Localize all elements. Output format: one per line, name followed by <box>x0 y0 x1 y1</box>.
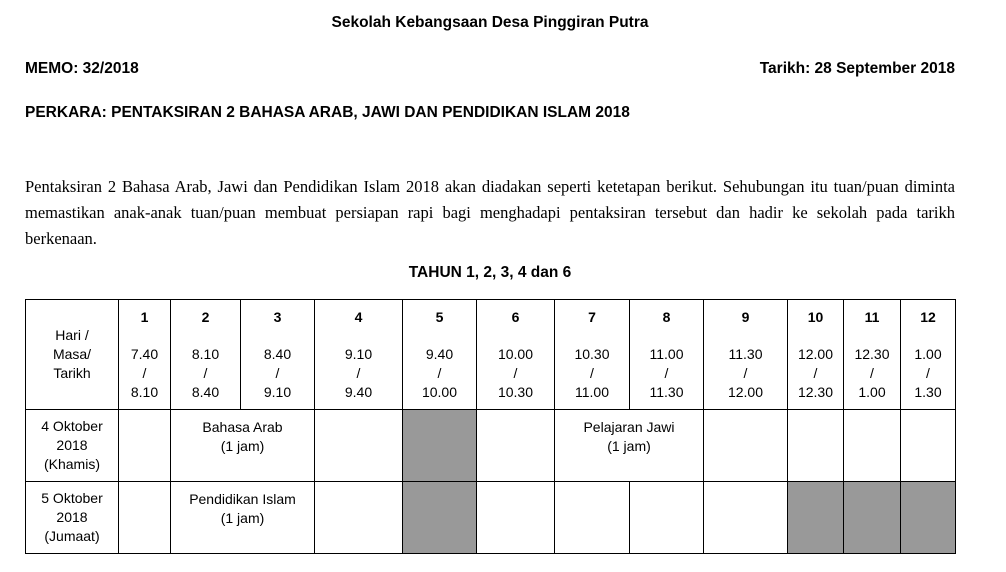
slot-number: 1 <box>140 309 149 325</box>
day-year: 2018 <box>56 509 88 525</box>
empty-cell <box>477 410 555 482</box>
slot-number: 10 <box>807 309 824 325</box>
slot-end: 11.30 <box>649 384 684 400</box>
slot-1-cell <box>119 300 171 410</box>
slot-sep: / <box>275 365 280 381</box>
slot-number: 2 <box>201 309 210 325</box>
header-label-line: Hari / <box>55 327 89 343</box>
subject-duration: (1 jam) <box>220 438 265 454</box>
slot-start: 12.00 <box>797 346 834 362</box>
shaded-cell <box>901 482 956 554</box>
slot-end: 9.10 <box>263 384 292 400</box>
slot-end: 1.00 <box>858 384 886 400</box>
day-year: 2018 <box>56 437 88 453</box>
shaded-cell <box>403 410 477 482</box>
slot-start: 11.30 <box>728 346 763 362</box>
slot-sep: / <box>813 365 818 381</box>
slot-3-cell <box>241 300 315 410</box>
slot-start: 9.40 <box>425 346 454 362</box>
slot-start: 10.30 <box>574 346 610 362</box>
empty-cell <box>704 482 788 554</box>
slot-10-cell <box>788 300 844 410</box>
empty-cell <box>315 482 403 554</box>
subject-name: Bahasa Arab <box>202 419 283 435</box>
slot-number: 11 <box>864 309 880 325</box>
subject-cell <box>555 410 704 482</box>
subject-cell <box>171 410 315 482</box>
slot-start: 8.40 <box>263 346 292 362</box>
slot-number: 7 <box>588 309 596 325</box>
header-label-line: Tarikh <box>53 365 91 381</box>
slot-sep: / <box>356 365 361 381</box>
empty-cell <box>555 482 630 554</box>
slot-sep: / <box>142 365 147 381</box>
slot-sep: / <box>513 365 518 381</box>
empty-cell <box>788 410 844 482</box>
empty-cell <box>119 482 171 554</box>
slot-12-cell <box>901 300 956 410</box>
empty-cell <box>844 410 901 482</box>
memo-number: MEMO: 32/2018 <box>25 60 139 77</box>
slot-end: 8.40 <box>191 384 220 400</box>
slot-end: 10.30 <box>497 384 534 400</box>
slot-9-cell <box>704 300 788 410</box>
header-label-cell <box>26 300 119 410</box>
day-date: 4 Oktober <box>41 418 103 434</box>
empty-cell <box>315 410 403 482</box>
slot-7-cell <box>555 300 630 410</box>
shaded-cell <box>788 482 844 554</box>
slot-sep: / <box>590 365 594 381</box>
header-label-line: Masa/ <box>52 346 92 362</box>
slot-11-cell <box>844 300 901 410</box>
day-row-friday <box>26 482 956 554</box>
slot-start: 1.00 <box>914 346 942 362</box>
slot-start: 11.00 <box>649 346 684 362</box>
slot-2-cell <box>171 300 241 410</box>
slot-number: 6 <box>511 309 520 325</box>
empty-cell <box>477 482 555 554</box>
empty-cell <box>901 410 956 482</box>
day-date: 5 Oktober <box>41 490 103 506</box>
slot-end: 9.40 <box>344 384 373 400</box>
table-title: TAHUN 1, 2, 3, 4 dan 6 <box>408 264 572 281</box>
slot-start: 7.40 <box>130 346 159 362</box>
slot-sep: / <box>926 365 930 381</box>
day-cell <box>26 482 119 554</box>
slot-number: 3 <box>273 309 282 325</box>
slot-start: 8.10 <box>191 346 220 362</box>
memo-subject: PERKARA: PENTAKSIRAN 2 BAHASA ARAB, JAWI DAN PENDIDIKAN ISLAM 2018 <box>25 104 630 121</box>
slot-number: 5 <box>435 309 444 325</box>
slot-4-cell <box>315 300 403 410</box>
memo-date: Tarikh: 28 September 2018 <box>759 60 955 77</box>
empty-cell <box>119 410 171 482</box>
slot-number: 12 <box>920 309 936 325</box>
day-name: (Jumaat) <box>44 528 100 544</box>
slot-start: 12.30 <box>854 346 890 362</box>
subject-name: Pelajaran Jawi <box>583 419 675 435</box>
schedule-table <box>25 299 956 554</box>
day-cell <box>26 410 119 482</box>
shaded-cell <box>403 482 477 554</box>
slot-start: 10.00 <box>497 346 534 362</box>
subject-duration: (1 jam) <box>607 438 651 454</box>
empty-cell <box>704 410 788 482</box>
slot-end: 11.00 <box>575 384 609 400</box>
slot-end: 12.30 <box>797 384 834 400</box>
school-name: Sekolah Kebangsaan Desa Pinggiran Putra <box>331 14 649 31</box>
slot-end: 8.10 <box>130 384 159 400</box>
subject-cell <box>171 482 315 554</box>
slot-sep: / <box>203 365 208 381</box>
slot-end: 12.00 <box>727 384 764 400</box>
shaded-cell <box>844 482 901 554</box>
slot-end: 10.00 <box>421 384 458 400</box>
day-row-thursday <box>26 410 956 482</box>
subject-duration: (1 jam) <box>220 510 265 526</box>
slot-start: 9.10 <box>344 346 373 362</box>
memo-paragraph: Pentaksiran 2 Bahasa Arab, Jawi dan Pendidikan Islam 2018 akan diadakan seperti ketetapan berikut. Sehubungan itu tuan/puan diminta memastikan anak-anak tuan/puan membuat persiapan rapi bagi menghadapi pentaksiran tersebut dan hadir ke sekolah pada tarikh berkenaan. <box>25 177 955 248</box>
slot-5-cell <box>403 300 477 410</box>
slot-sep: / <box>664 365 669 381</box>
subject-name: Pendidikan Islam <box>189 491 296 507</box>
slot-number: 9 <box>741 309 750 325</box>
empty-cell <box>630 482 704 554</box>
slot-sep: / <box>743 365 748 381</box>
slot-sep: / <box>870 365 874 381</box>
header-row <box>26 300 956 410</box>
slot-end: 1.30 <box>914 384 942 400</box>
slot-8-cell <box>630 300 704 410</box>
slot-number: 4 <box>354 309 363 325</box>
slot-6-cell <box>477 300 555 410</box>
slot-number: 8 <box>662 309 671 325</box>
slot-sep: / <box>437 365 442 381</box>
day-name: (Khamis) <box>43 456 100 472</box>
